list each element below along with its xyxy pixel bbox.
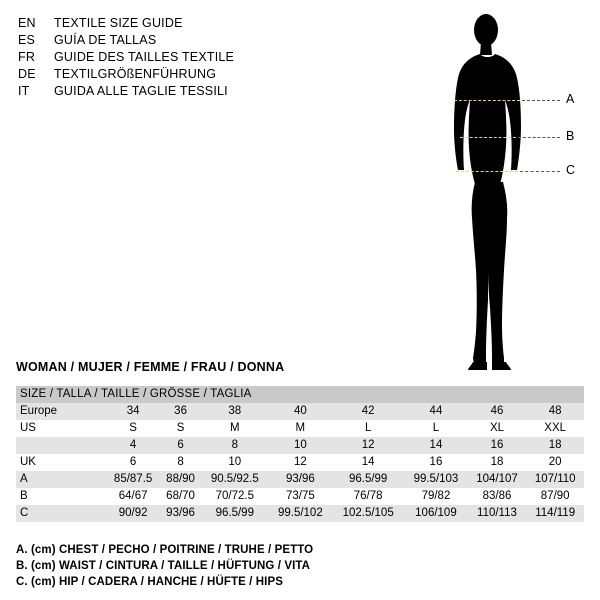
- language-text-de: TEXTILGRÖßENFÜHRUNG: [54, 67, 217, 81]
- table-row-us: [16, 420, 584, 437]
- cell-b-2: 68/70: [166, 490, 195, 502]
- language-row-de: [18, 67, 338, 84]
- cell-c-2: 93/96: [166, 507, 195, 519]
- row-label-a: A: [20, 473, 28, 485]
- cell-us-4: M: [295, 422, 306, 434]
- cell-b-1: 64/67: [118, 490, 148, 502]
- cell-usnum-6: 14: [429, 439, 443, 451]
- cell-a-3: 90.5/92.5: [210, 473, 259, 485]
- cell-usnum-3: 8: [231, 439, 238, 451]
- cell-europe-3: 38: [228, 405, 242, 417]
- language-text-fr: GUIDE DES TAILLES TEXTILE: [54, 50, 235, 64]
- measure-label-c: C: [566, 163, 576, 177]
- cell-europe-8: 48: [548, 405, 562, 417]
- language-code-de: DE: [18, 67, 36, 81]
- table-row-b: [16, 488, 584, 505]
- cell-uk-4: 12: [293, 456, 307, 468]
- cell-europe-1: 34: [126, 405, 140, 417]
- cell-us-3: M: [230, 422, 240, 434]
- cell-c-6: 106/109: [415, 507, 457, 519]
- cell-usnum-2: 6: [177, 439, 184, 451]
- size-table: [16, 386, 584, 522]
- language-code-en: EN: [18, 16, 36, 30]
- language-text-en: TEXTILE SIZE GUIDE: [54, 16, 183, 30]
- waist-lead-line: [518, 137, 560, 138]
- cell-us-6: L: [432, 422, 440, 434]
- waist-guide-line: [460, 137, 516, 138]
- cell-uk-7: 18: [490, 456, 504, 468]
- table-row-us-numeric: [16, 437, 584, 454]
- language-text-it: GUIDA ALLE TAGLIE TESSILI: [54, 84, 228, 98]
- table-row-europe: [16, 403, 584, 420]
- cell-us-8: XXL: [544, 422, 567, 434]
- measure-label-b: B: [566, 129, 575, 143]
- cell-uk-1: 6: [129, 456, 137, 468]
- cell-b-3: 70/72.5: [215, 490, 254, 502]
- size-table-wrapper: [16, 386, 584, 522]
- cell-a-4: 93/96: [285, 473, 315, 485]
- table-header-row: [16, 386, 584, 403]
- cell-us-2: S: [176, 422, 185, 434]
- cell-a-2: 88/90: [166, 473, 195, 485]
- cell-c-5: 102.5/105: [342, 507, 394, 519]
- legend: [16, 542, 576, 590]
- cell-c-4: 99.5/102: [277, 507, 323, 519]
- cell-us-7: XL: [489, 422, 505, 434]
- cell-usnum-4: 10: [293, 439, 307, 451]
- chest-guide-line: [454, 100, 520, 101]
- cell-c-7: 110/113: [477, 507, 517, 519]
- language-row-es: [18, 33, 338, 50]
- cell-us-5: L: [364, 422, 372, 434]
- cell-usnum-7: 16: [490, 439, 504, 451]
- table-row-uk: [16, 454, 584, 471]
- language-row-fr: [18, 50, 338, 67]
- cell-b-7: 83/86: [482, 490, 512, 502]
- cell-a-6: 99.5/103: [413, 473, 459, 485]
- row-label-b: B: [20, 490, 28, 502]
- language-row-en: [18, 16, 338, 33]
- language-list: [18, 16, 338, 101]
- hip-lead-line: [520, 171, 560, 172]
- cell-a-1: 85/87.5: [113, 473, 153, 485]
- cell-usnum-1: 4: [129, 439, 137, 451]
- language-text-es: GUÍA DE TALLAS: [54, 33, 157, 47]
- cell-c-1: 90/92: [118, 507, 148, 519]
- row-label-us: US: [20, 422, 36, 434]
- table-row-a: [16, 471, 584, 488]
- table-header-label: SIZE / TALLA / TAILLE / GRÖSSE / TAGLIA: [20, 388, 252, 400]
- chest-lead-line: [522, 100, 560, 101]
- cell-uk-5: 14: [361, 456, 375, 468]
- cell-europe-6: 44: [429, 405, 443, 417]
- row-label-c: C: [20, 507, 29, 519]
- woman-caption: WOMAN / MUJER / FEMME / FRAU / DONNA: [16, 360, 285, 374]
- female-silhouette-icon: [430, 8, 590, 378]
- language-code-fr: FR: [18, 50, 36, 64]
- cell-b-5: 76/78: [353, 490, 383, 502]
- legend-row-c: C. (cm) HIP / CADERA / HANCHE / HÜFTE / HIPS: [16, 576, 284, 588]
- cell-europe-4: 40: [293, 405, 307, 417]
- cell-usnum-5: 12: [361, 439, 375, 451]
- cell-uk-2: 8: [177, 456, 184, 468]
- row-label-europe: Europe: [20, 405, 58, 417]
- legend-row-b: B. (cm) WAIST / CINTURA / TAILLE / HÜFTUNG / VITA: [16, 560, 311, 572]
- language-code-it: IT: [18, 84, 30, 98]
- cell-uk-6: 16: [429, 456, 443, 468]
- cell-b-6: 79/82: [421, 490, 451, 502]
- cell-europe-5: 42: [361, 405, 375, 417]
- cell-c-3: 96.5/99: [215, 507, 254, 519]
- cell-b-8: 87/90: [540, 490, 570, 502]
- measure-label-a: A: [566, 92, 575, 106]
- figure-area: [430, 8, 590, 378]
- cell-a-7: 104/107: [476, 473, 518, 485]
- cell-a-5: 96.5/99: [348, 473, 388, 485]
- cell-b-4: 73/75: [285, 490, 315, 502]
- language-code-es: ES: [18, 33, 36, 47]
- cell-usnum-8: 18: [548, 439, 562, 451]
- cell-c-8: 114/119: [535, 507, 576, 519]
- cell-a-8: 107/110: [534, 473, 576, 485]
- cell-uk-3: 10: [228, 456, 242, 468]
- language-row-it: [18, 84, 338, 101]
- cell-uk-8: 20: [548, 456, 562, 468]
- row-label-uk: UK: [20, 456, 36, 468]
- cell-us-1: S: [129, 422, 137, 434]
- hip-guide-line: [456, 171, 518, 172]
- cell-europe-7: 46: [490, 405, 504, 417]
- cell-europe-2: 36: [174, 405, 187, 417]
- table-row-c: [16, 505, 584, 522]
- row-label-us-numeric: [16, 437, 106, 454]
- legend-row-a: A. (cm) CHEST / PECHO / POITRINE / TRUHE / PETTO: [16, 544, 314, 556]
